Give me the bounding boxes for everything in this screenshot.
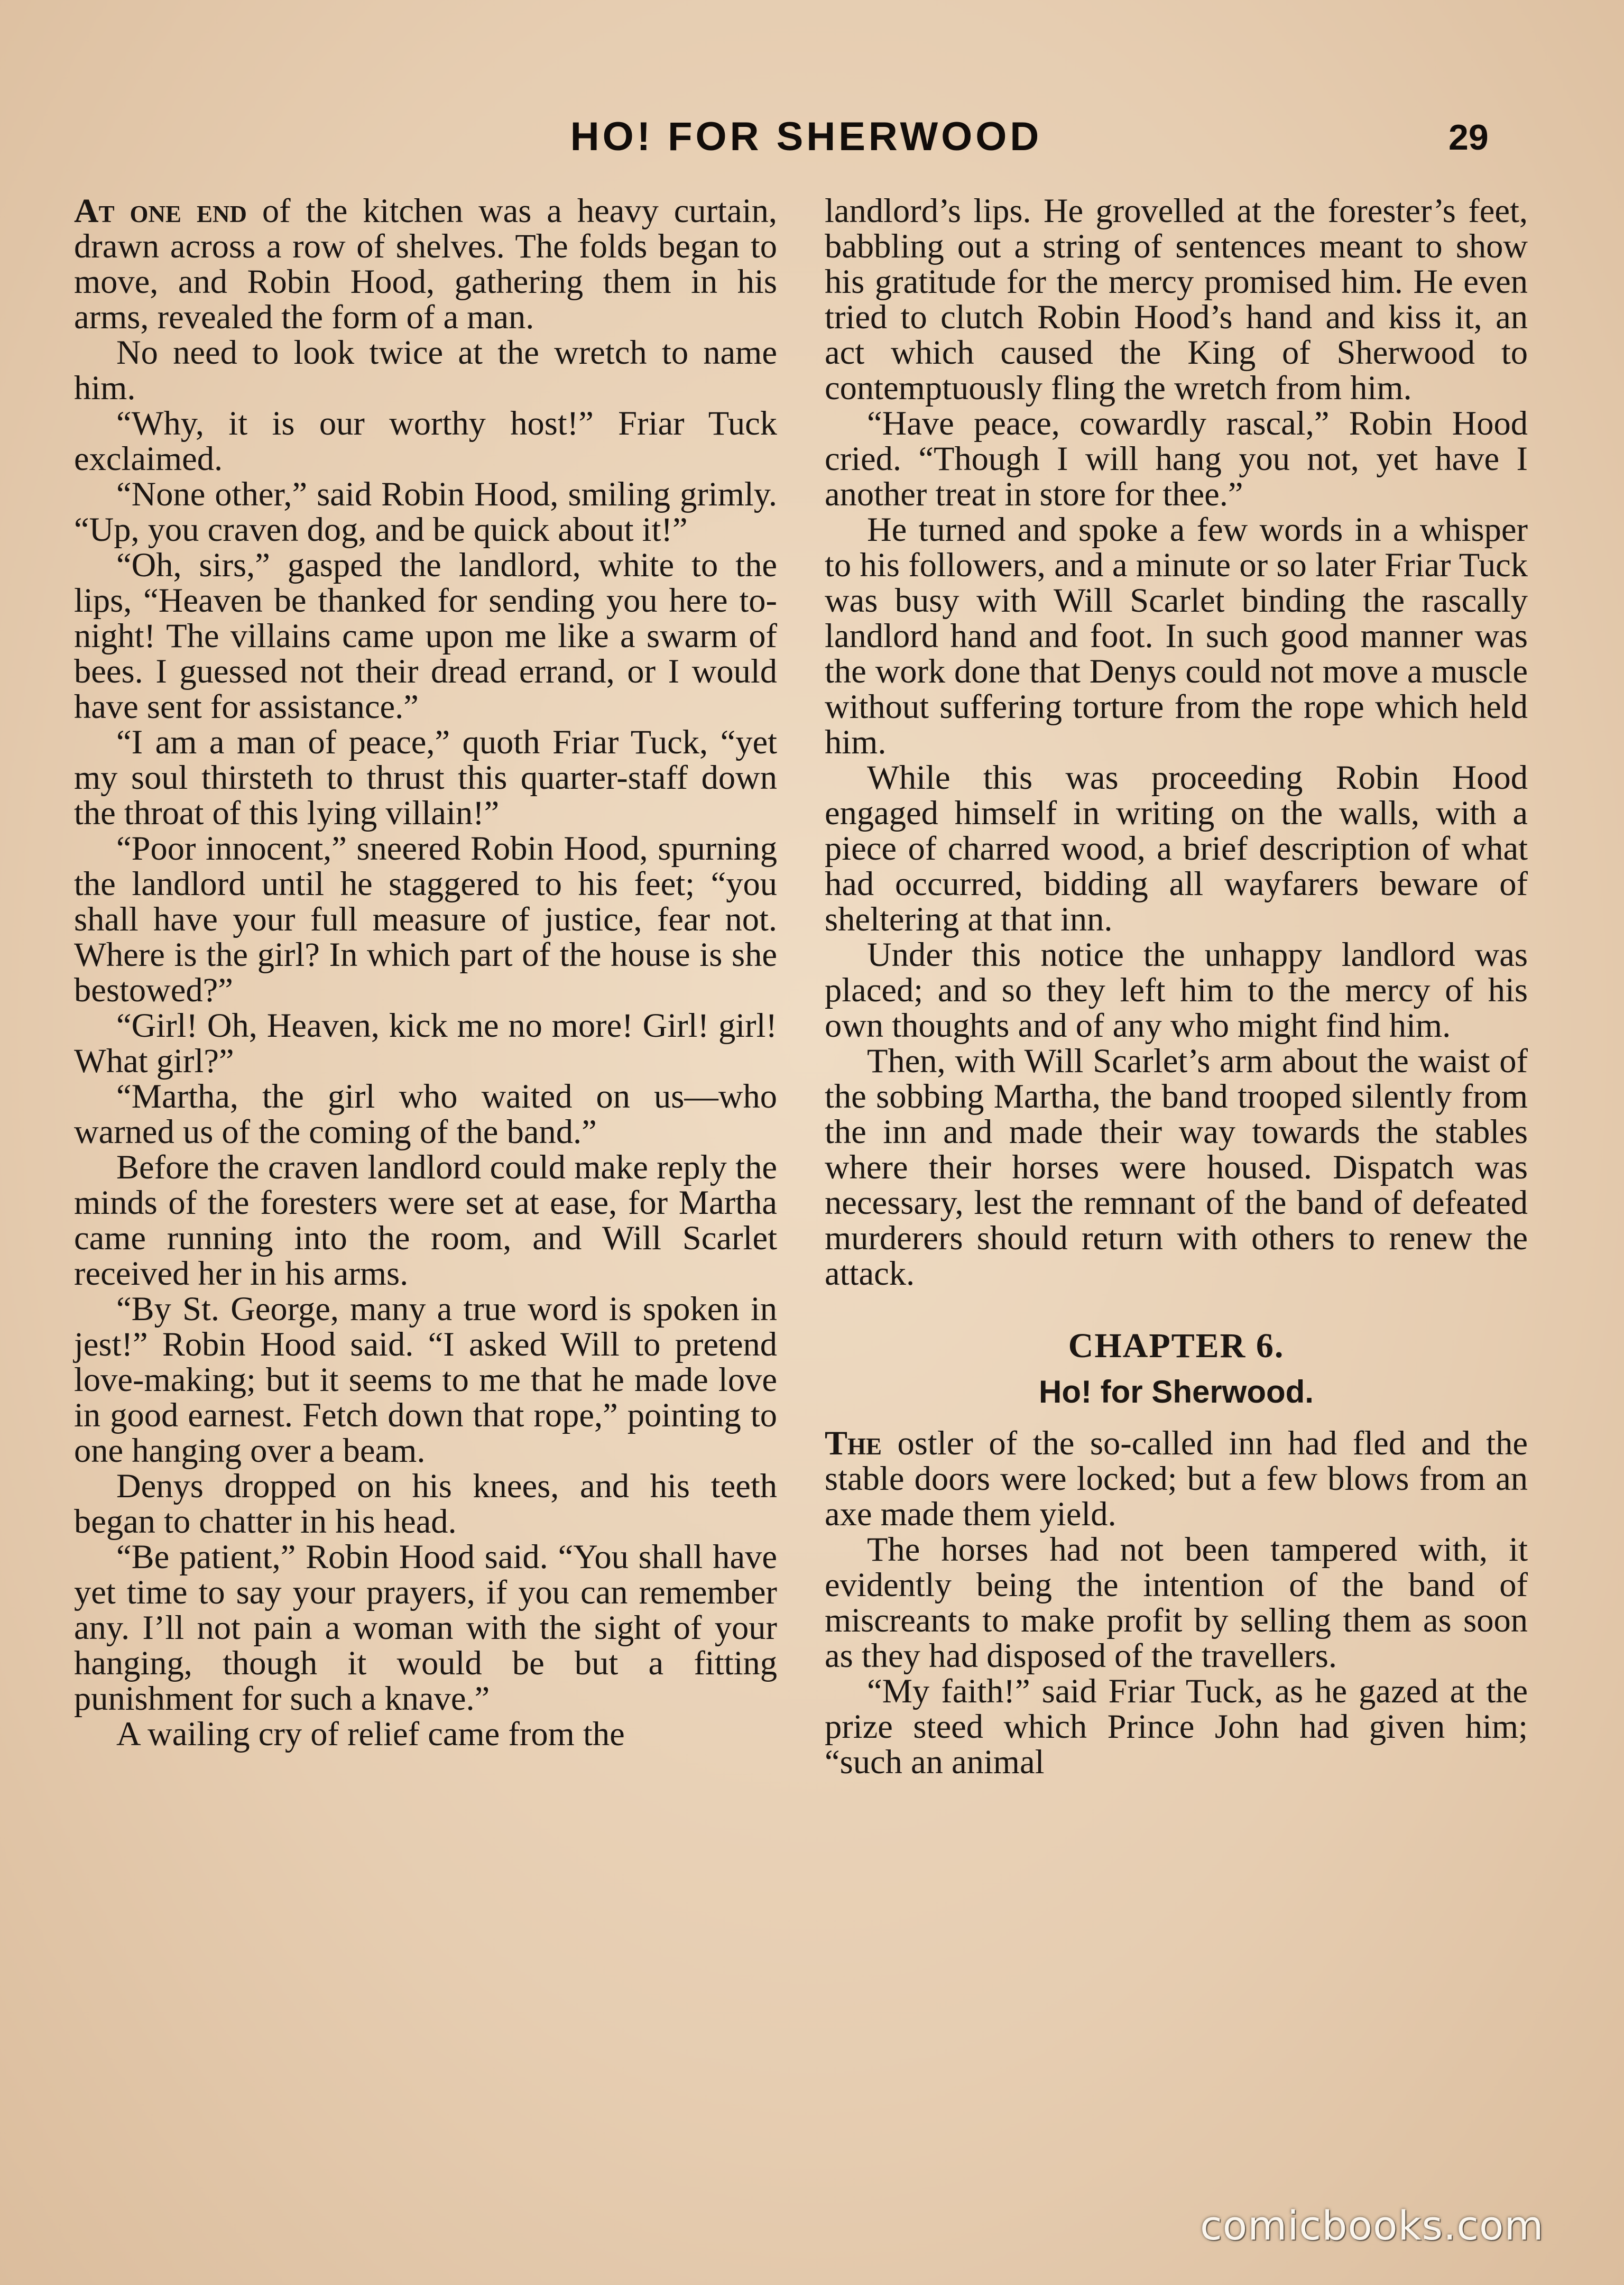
paragraph: “Oh, sirs,” gasped the landlord, white to the lips, “Heaven be thanked for sending you here to-night! The villains came upon me like a swarm of bees. I guessed not their dread errand, or I would have sent for assistance.” [74,546,777,725]
paragraph: He turned and spoke a few words in a whisper to his followers, and a minute or so later Friar Tuck was busy with Will Scarlet binding the rascally landlord hand and foot. In such good manner was the work done that Denys could not move a muscle without suffering torture from the rope which held him. [825,511,1528,761]
paragraph: While this was proceeding Robin Hood engaged himself in writing on the walls, with a piece of charred wood, a brief description of what had occurred, bidding all wayfarers beware of sheltering at that inn. [825,759,1528,938]
paragraph: “Poor innocent,” sneered Robin Hood, spurning the landlord until he staggered to his feet; “you shall have your full measure of justice, fear not. Where is the girl? In which part of the house is she bestowed?” [74,830,777,1009]
paragraph: “Be patient,” Robin Hood said. “You shall have yet time to say your prayers, if you can remember any. I’ll not pain a woman with the sight of your hanging, though it would be but a fitting punishment for such a knave.” [74,1538,777,1717]
paragraph: “Girl! Oh, Heaven, kick me no more! Girl! girl! What girl?” [74,1007,777,1080]
paragraph: The horses had not been tampered with, it evidently being the intention of the band of miscreants to make profit by selling them as soon as they had disposed of the travellers. [825,1531,1528,1674]
paragraph-lead: The [825,1424,882,1462]
paragraph-text: of the kitchen was a heavy curtain, drawn across a row of shelves. The folds began to move, and Robin Hood, gathering them in his arms, revealed the form of a man. [74,192,777,336]
paragraph: “Have peace, cowardly rascal,” Robin Hood cried. “Though I will hang you not, yet have I another treat in store for thee.” [825,404,1528,513]
paragraph: “I am a man of peace,” quoth Friar Tuck, “yet my soul thirsteth to thrust this quarter-staff down the throat of this lying villain!” [74,723,777,832]
paragraph: “My faith!” said Friar Tuck, as he gazed at the prize steed which Prince John had given him; “such an animal [825,1672,1528,1781]
paragraph: A wailing cry of relief came from the [116,1715,625,1753]
paragraph-lead: At one end [74,192,247,229]
paragraph: “Martha, the girl who waited on us—who warned us of the coming of the band.” [74,1077,777,1150]
paragraph-text: ostler of the so-called inn had fled and the stable doors were locked; but a few blows from an axe made them yield. [825,1424,1528,1533]
paragraph [825,1425,1528,1532]
paragraph: No need to look twice at the wretch to name him. [74,334,777,407]
paragraph: Denys dropped on his knees, and his teeth began to chatter in his head. [74,1467,777,1540]
page-number: 29 [1448,117,1489,158]
paragraph [74,193,777,335]
running-title: HO! FOR SHERWOOD [570,114,1042,159]
paragraph: Before the craven landlord could make reply the minds of the foresters were set at ease, for Martha came running into the room, and Will Scarlet received her in his arms. [74,1148,777,1292]
paragraph: Under this notice the unhappy landlord was placed; and so they left him to the mercy of his own thoughts and of any who might find him. [825,936,1528,1044]
paragraph: “None other,” said Robin Hood, smiling grimly. “Up, you craven dog, and be quick about it!” [74,475,777,548]
right-column [825,193,1528,1780]
paragraph: Then, with Will Scarlet’s arm about the waist of the sobbing Martha, the band trooped silently from the inn and made their way towards the stables where their horses were housed. Dispatch was necessary, lest the remnant of the band of defeated murderers should return with others to renew the attack. [825,1042,1528,1292]
page-header [0,114,1624,172]
paragraph: landlord’s lips. He grovelled at the forester’s feet, babbling out a string of sentences meant to show his gratitude for the mercy promised him. He even tried to clutch Robin Hood’s hand and kiss it, an act which caused the King of Sherwood to contemptuously fling the wretch from him. [825,192,1528,407]
paragraph: “Why, it is our worthy host!” Friar Tuck exclaimed. [74,404,777,477]
paragraph: “By St. George, many a true word is spoken in jest!” Robin Hood said. “I asked Will to pretend love-making; but it seems to me that he made love in good earnest. Fetch down that rope,” pointing to one hanging over a beam. [74,1290,777,1469]
chapter-subtitle: Ho! for Sherwood. [1039,1374,1314,1409]
left-column [74,193,777,1752]
chapter-heading: CHAPTER 6. [1068,1326,1285,1365]
watermark: comicbooks.com [1200,2202,1544,2249]
